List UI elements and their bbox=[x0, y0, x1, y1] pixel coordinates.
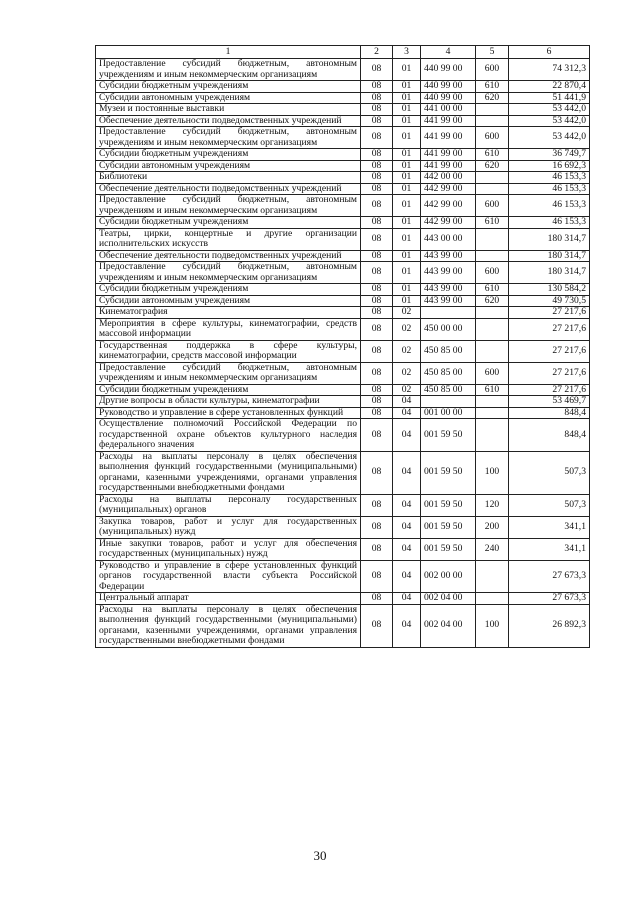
subsection-cell: 01 bbox=[393, 183, 421, 195]
amount-cell: 53 469,7 bbox=[509, 396, 590, 408]
row-name-cell: Государственная поддержка в сфере культуры, кинематографии, средств массовой информации bbox=[96, 340, 361, 362]
table-row bbox=[96, 407, 590, 419]
section-cell: 08 bbox=[361, 81, 393, 93]
row-name-cell: Субсидии автономным учреждениям bbox=[96, 295, 361, 307]
row-name-cell: Предоставление субсидий бюджетным, автономным учреждениям и иным некоммерческим организациям bbox=[96, 195, 361, 217]
section-cell: 08 bbox=[361, 262, 393, 284]
target-item-cell: 443 00 00 bbox=[421, 228, 476, 250]
table-row bbox=[96, 362, 590, 384]
target-item-cell: 441 99 00 bbox=[421, 160, 476, 172]
expense-type-cell bbox=[476, 115, 509, 127]
target-item-cell: 443 99 00 bbox=[421, 250, 476, 262]
expense-type-cell bbox=[476, 407, 509, 419]
section-cell: 08 bbox=[361, 104, 393, 116]
target-item-cell: 450 85 00 bbox=[421, 384, 476, 396]
expense-type-cell bbox=[476, 228, 509, 250]
expense-type-cell: 600 bbox=[476, 59, 509, 81]
target-item-cell: 450 00 00 bbox=[421, 318, 476, 340]
table-row bbox=[96, 307, 590, 319]
amount-cell: 180 314,7 bbox=[509, 250, 590, 262]
subsection-cell: 02 bbox=[393, 318, 421, 340]
table-row bbox=[96, 172, 590, 184]
section-cell: 08 bbox=[361, 149, 393, 161]
expense-type-cell bbox=[476, 172, 509, 184]
table-body bbox=[96, 59, 590, 648]
table-row bbox=[96, 451, 590, 494]
target-item-cell: 443 99 00 bbox=[421, 295, 476, 307]
expense-type-cell: 600 bbox=[476, 127, 509, 149]
expense-type-cell bbox=[476, 318, 509, 340]
section-cell: 08 bbox=[361, 419, 393, 452]
row-name-cell: Предоставление субсидий бюджетным, автономным учреждениям и иным некоммерческим организациям bbox=[96, 362, 361, 384]
target-item-cell: 442 99 00 bbox=[421, 217, 476, 229]
amount-cell: 46 153,3 bbox=[509, 217, 590, 229]
row-name-cell: Центральный аппарат bbox=[96, 593, 361, 605]
table-row bbox=[96, 284, 590, 296]
section-cell: 08 bbox=[361, 407, 393, 419]
table-row bbox=[96, 250, 590, 262]
amount-cell: 507,3 bbox=[509, 494, 590, 516]
expense-type-cell bbox=[476, 340, 509, 362]
target-item-cell: 440 99 00 bbox=[421, 59, 476, 81]
amount-cell: 341,1 bbox=[509, 538, 590, 560]
section-cell: 08 bbox=[361, 516, 393, 538]
target-item-cell: 450 85 00 bbox=[421, 362, 476, 384]
amount-cell: 27 217,6 bbox=[509, 340, 590, 362]
row-name-cell: Обеспечение деятельности подведомственных учреждений bbox=[96, 183, 361, 195]
expense-type-cell bbox=[476, 104, 509, 116]
subsection-cell: 01 bbox=[393, 262, 421, 284]
expense-type-cell: 620 bbox=[476, 295, 509, 307]
amount-cell: 180 314,7 bbox=[509, 228, 590, 250]
expense-type-cell: 610 bbox=[476, 284, 509, 296]
row-name-cell: Музеи и постоянные выставки bbox=[96, 104, 361, 116]
target-item-cell: 002 00 00 bbox=[421, 560, 476, 593]
expense-type-cell: 200 bbox=[476, 516, 509, 538]
subsection-cell: 02 bbox=[393, 362, 421, 384]
amount-cell: 22 870,4 bbox=[509, 81, 590, 93]
amount-cell: 46 153,3 bbox=[509, 172, 590, 184]
row-name-cell: Субсидии бюджетным учреждениям bbox=[96, 149, 361, 161]
expense-type-cell: 100 bbox=[476, 604, 509, 647]
section-cell: 08 bbox=[361, 340, 393, 362]
expense-type-cell: 240 bbox=[476, 538, 509, 560]
subsection-cell: 02 bbox=[393, 384, 421, 396]
amount-cell: 53 442,0 bbox=[509, 127, 590, 149]
expense-type-cell bbox=[476, 396, 509, 408]
table-row bbox=[96, 115, 590, 127]
row-name-cell: Театры, цирки, концертные и другие организации исполнительских искусств bbox=[96, 228, 361, 250]
row-name-cell: Субсидии бюджетным учреждениям bbox=[96, 217, 361, 229]
subsection-cell: 01 bbox=[393, 115, 421, 127]
subsection-cell: 02 bbox=[393, 340, 421, 362]
target-item-cell: 002 04 00 bbox=[421, 604, 476, 647]
table-row bbox=[96, 195, 590, 217]
amount-cell: 36 749,7 bbox=[509, 149, 590, 161]
expense-type-cell: 610 bbox=[476, 217, 509, 229]
subsection-cell: 01 bbox=[393, 250, 421, 262]
expense-type-cell: 620 bbox=[476, 92, 509, 104]
section-cell: 08 bbox=[361, 217, 393, 229]
table-row bbox=[96, 419, 590, 452]
subsection-cell: 01 bbox=[393, 172, 421, 184]
expense-type-cell: 600 bbox=[476, 362, 509, 384]
amount-cell: 180 314,7 bbox=[509, 262, 590, 284]
table-row bbox=[96, 593, 590, 605]
expense-type-cell: 610 bbox=[476, 384, 509, 396]
section-cell: 08 bbox=[361, 160, 393, 172]
row-name-cell: Предоставление субсидий бюджетным, автономным учреждениям и иным некоммерческим организациям bbox=[96, 262, 361, 284]
subsection-cell: 02 bbox=[393, 307, 421, 319]
amount-cell: 27 673,3 bbox=[509, 593, 590, 605]
section-cell: 08 bbox=[361, 494, 393, 516]
amount-cell: 27 673,3 bbox=[509, 560, 590, 593]
section-cell: 08 bbox=[361, 183, 393, 195]
row-name-cell: Иные закупки товаров, работ и услуг для обеспечения государственных (муниципальных) нужд bbox=[96, 538, 361, 560]
expense-type-cell: 600 bbox=[476, 262, 509, 284]
target-item-cell: 450 85 00 bbox=[421, 340, 476, 362]
amount-cell: 74 312,3 bbox=[509, 59, 590, 81]
section-cell: 08 bbox=[361, 362, 393, 384]
expense-type-cell bbox=[476, 183, 509, 195]
target-item-cell: 441 99 00 bbox=[421, 149, 476, 161]
expense-type-cell: 120 bbox=[476, 494, 509, 516]
target-item-cell bbox=[421, 396, 476, 408]
expense-type-cell: 610 bbox=[476, 149, 509, 161]
page-number: 30 bbox=[313, 848, 327, 863]
subsection-cell: 04 bbox=[393, 560, 421, 593]
subsection-cell: 04 bbox=[393, 419, 421, 452]
row-name-cell: Библиотеки bbox=[96, 172, 361, 184]
subsection-cell: 01 bbox=[393, 104, 421, 116]
section-cell: 08 bbox=[361, 284, 393, 296]
target-item-cell: 001 00 00 bbox=[421, 407, 476, 419]
target-item-cell: 440 99 00 bbox=[421, 81, 476, 93]
header-cell-amount: 6 bbox=[509, 46, 590, 59]
amount-cell: 848,4 bbox=[509, 419, 590, 452]
table-row bbox=[96, 262, 590, 284]
subsection-cell: 04 bbox=[393, 516, 421, 538]
subsection-cell: 01 bbox=[393, 59, 421, 81]
header-cell-section: 2 bbox=[361, 46, 393, 59]
amount-cell: 341,1 bbox=[509, 516, 590, 538]
amount-cell: 51 441,9 bbox=[509, 92, 590, 104]
target-item-cell bbox=[421, 307, 476, 319]
table-row bbox=[96, 516, 590, 538]
subsection-cell: 01 bbox=[393, 92, 421, 104]
subsection-cell: 01 bbox=[393, 295, 421, 307]
table-row bbox=[96, 92, 590, 104]
target-item-cell: 002 04 00 bbox=[421, 593, 476, 605]
subsection-cell: 01 bbox=[393, 160, 421, 172]
table-row bbox=[96, 560, 590, 593]
row-name-cell: Кинематография bbox=[96, 307, 361, 319]
section-cell: 08 bbox=[361, 228, 393, 250]
expense-type-cell bbox=[476, 307, 509, 319]
target-item-cell: 001 59 50 bbox=[421, 494, 476, 516]
amount-cell: 26 892,3 bbox=[509, 604, 590, 647]
expense-type-cell bbox=[476, 250, 509, 262]
subsection-cell: 04 bbox=[393, 538, 421, 560]
subsection-cell: 04 bbox=[393, 494, 421, 516]
header-row bbox=[96, 46, 590, 59]
table-row bbox=[96, 396, 590, 408]
table-row bbox=[96, 318, 590, 340]
section-cell: 08 bbox=[361, 538, 393, 560]
row-name-cell: Другие вопросы в области культуры, кинематографии bbox=[96, 396, 361, 408]
target-item-cell: 443 99 00 bbox=[421, 284, 476, 296]
table-row bbox=[96, 295, 590, 307]
expense-type-cell: 100 bbox=[476, 451, 509, 494]
subsection-cell: 01 bbox=[393, 217, 421, 229]
table-row bbox=[96, 160, 590, 172]
section-cell: 08 bbox=[361, 307, 393, 319]
table-row bbox=[96, 538, 590, 560]
row-name-cell: Обеспечение деятельности подведомственных учреждений bbox=[96, 250, 361, 262]
target-item-cell: 001 59 50 bbox=[421, 538, 476, 560]
row-name-cell: Руководство и управление в сфере установленных функций органов государственной власти субъекта Российской Федерации bbox=[96, 560, 361, 593]
amount-cell: 46 153,3 bbox=[509, 195, 590, 217]
subsection-cell: 01 bbox=[393, 127, 421, 149]
amount-cell: 16 692,3 bbox=[509, 160, 590, 172]
row-name-cell: Расходы на выплаты персоналу государственных (муниципальных) органов bbox=[96, 494, 361, 516]
target-item-cell: 442 99 00 bbox=[421, 183, 476, 195]
amount-cell: 27 217,6 bbox=[509, 318, 590, 340]
table-row bbox=[96, 149, 590, 161]
subsection-cell: 04 bbox=[393, 407, 421, 419]
subsection-cell: 01 bbox=[393, 81, 421, 93]
amount-cell: 53 442,0 bbox=[509, 115, 590, 127]
row-name-cell: Субсидии автономным учреждениям bbox=[96, 92, 361, 104]
row-name-cell: Субсидии бюджетным учреждениям bbox=[96, 384, 361, 396]
amount-cell: 53 442,0 bbox=[509, 104, 590, 116]
section-cell: 08 bbox=[361, 396, 393, 408]
amount-cell: 46 153,3 bbox=[509, 183, 590, 195]
row-name-cell: Осуществление полномочий Российской Федерации по государственной охране объектов культурного наследия федерального значения bbox=[96, 419, 361, 452]
section-cell: 08 bbox=[361, 560, 393, 593]
target-item-cell: 441 99 00 bbox=[421, 127, 476, 149]
subsection-cell: 01 bbox=[393, 149, 421, 161]
amount-cell: 507,3 bbox=[509, 451, 590, 494]
subsection-cell: 01 bbox=[393, 228, 421, 250]
table-row bbox=[96, 494, 590, 516]
row-name-cell: Субсидии бюджетным учреждениям bbox=[96, 81, 361, 93]
subsection-cell: 04 bbox=[393, 604, 421, 647]
row-name-cell: Руководство и управление в сфере установленных функций bbox=[96, 407, 361, 419]
subsection-cell: 01 bbox=[393, 284, 421, 296]
row-name-cell: Обеспечение деятельности подведомственных учреждений bbox=[96, 115, 361, 127]
section-cell: 08 bbox=[361, 115, 393, 127]
table-row bbox=[96, 217, 590, 229]
row-name-cell: Предоставление субсидий бюджетным, автономным учреждениям и иным некоммерческим организациям bbox=[96, 59, 361, 81]
amount-cell: 848,4 bbox=[509, 407, 590, 419]
section-cell: 08 bbox=[361, 295, 393, 307]
section-cell: 08 bbox=[361, 451, 393, 494]
row-name-cell: Расходы на выплаты персоналу в целях обеспечения выполнения функций государственными (муниципальными) органами, казенными учреждениями, органами управления государственными внебюджетными фондами bbox=[96, 451, 361, 494]
expense-type-cell bbox=[476, 560, 509, 593]
target-item-cell: 001 59 50 bbox=[421, 419, 476, 452]
table-row bbox=[96, 183, 590, 195]
row-name-cell: Закупка товаров, работ и услуг для государственных (муниципальных) нужд bbox=[96, 516, 361, 538]
amount-cell: 27 217,6 bbox=[509, 307, 590, 319]
target-item-cell: 443 99 00 bbox=[421, 262, 476, 284]
section-cell: 08 bbox=[361, 250, 393, 262]
section-cell: 08 bbox=[361, 593, 393, 605]
expense-type-cell bbox=[476, 593, 509, 605]
target-item-cell: 441 99 00 bbox=[421, 115, 476, 127]
table-row bbox=[96, 228, 590, 250]
table-row bbox=[96, 59, 590, 81]
header-cell-name: 1 bbox=[96, 46, 361, 59]
row-name-cell: Мероприятия в сфере культуры, кинематографии, средств массовой информации bbox=[96, 318, 361, 340]
header-cell-expense-type: 5 bbox=[476, 46, 509, 59]
section-cell: 08 bbox=[361, 127, 393, 149]
budget-table bbox=[95, 45, 590, 648]
section-cell: 08 bbox=[361, 384, 393, 396]
table-row bbox=[96, 127, 590, 149]
row-name-cell: Расходы на выплаты персоналу в целях обеспечения выполнения функций государственными (муниципальными) органами, казенными учреждениями, органами управления государственными внебюджетными фондами bbox=[96, 604, 361, 647]
row-name-cell: Субсидии автономным учреждениям bbox=[96, 160, 361, 172]
expense-type-cell: 610 bbox=[476, 81, 509, 93]
subsection-cell: 04 bbox=[393, 451, 421, 494]
amount-cell: 130 584,2 bbox=[509, 284, 590, 296]
section-cell: 08 bbox=[361, 59, 393, 81]
table-row bbox=[96, 104, 590, 116]
section-cell: 08 bbox=[361, 92, 393, 104]
expense-type-cell bbox=[476, 419, 509, 452]
expense-type-cell: 620 bbox=[476, 160, 509, 172]
section-cell: 08 bbox=[361, 172, 393, 184]
table-row bbox=[96, 384, 590, 396]
expense-type-cell: 600 bbox=[476, 195, 509, 217]
amount-cell: 27 217,6 bbox=[509, 362, 590, 384]
section-cell: 08 bbox=[361, 195, 393, 217]
target-item-cell: 441 00 00 bbox=[421, 104, 476, 116]
subsection-cell: 04 bbox=[393, 396, 421, 408]
amount-cell: 49 730,5 bbox=[509, 295, 590, 307]
table-row bbox=[96, 340, 590, 362]
header-cell-target-item: 4 bbox=[421, 46, 476, 59]
section-cell: 08 bbox=[361, 604, 393, 647]
subsection-cell: 01 bbox=[393, 195, 421, 217]
target-item-cell: 440 99 00 bbox=[421, 92, 476, 104]
header-cell-subsection: 3 bbox=[393, 46, 421, 59]
table-row bbox=[96, 604, 590, 647]
subsection-cell: 04 bbox=[393, 593, 421, 605]
section-cell: 08 bbox=[361, 318, 393, 340]
table-row bbox=[96, 81, 590, 93]
row-name-cell: Предоставление субсидий бюджетным, автономным учреждениям и иным некоммерческим организациям bbox=[96, 127, 361, 149]
target-item-cell: 442 99 00 bbox=[421, 195, 476, 217]
row-name-cell: Субсидии бюджетным учреждениям bbox=[96, 284, 361, 296]
amount-cell: 27 217,6 bbox=[509, 384, 590, 396]
target-item-cell: 442 00 00 bbox=[421, 172, 476, 184]
target-item-cell: 001 59 50 bbox=[421, 451, 476, 494]
target-item-cell: 001 59 50 bbox=[421, 516, 476, 538]
